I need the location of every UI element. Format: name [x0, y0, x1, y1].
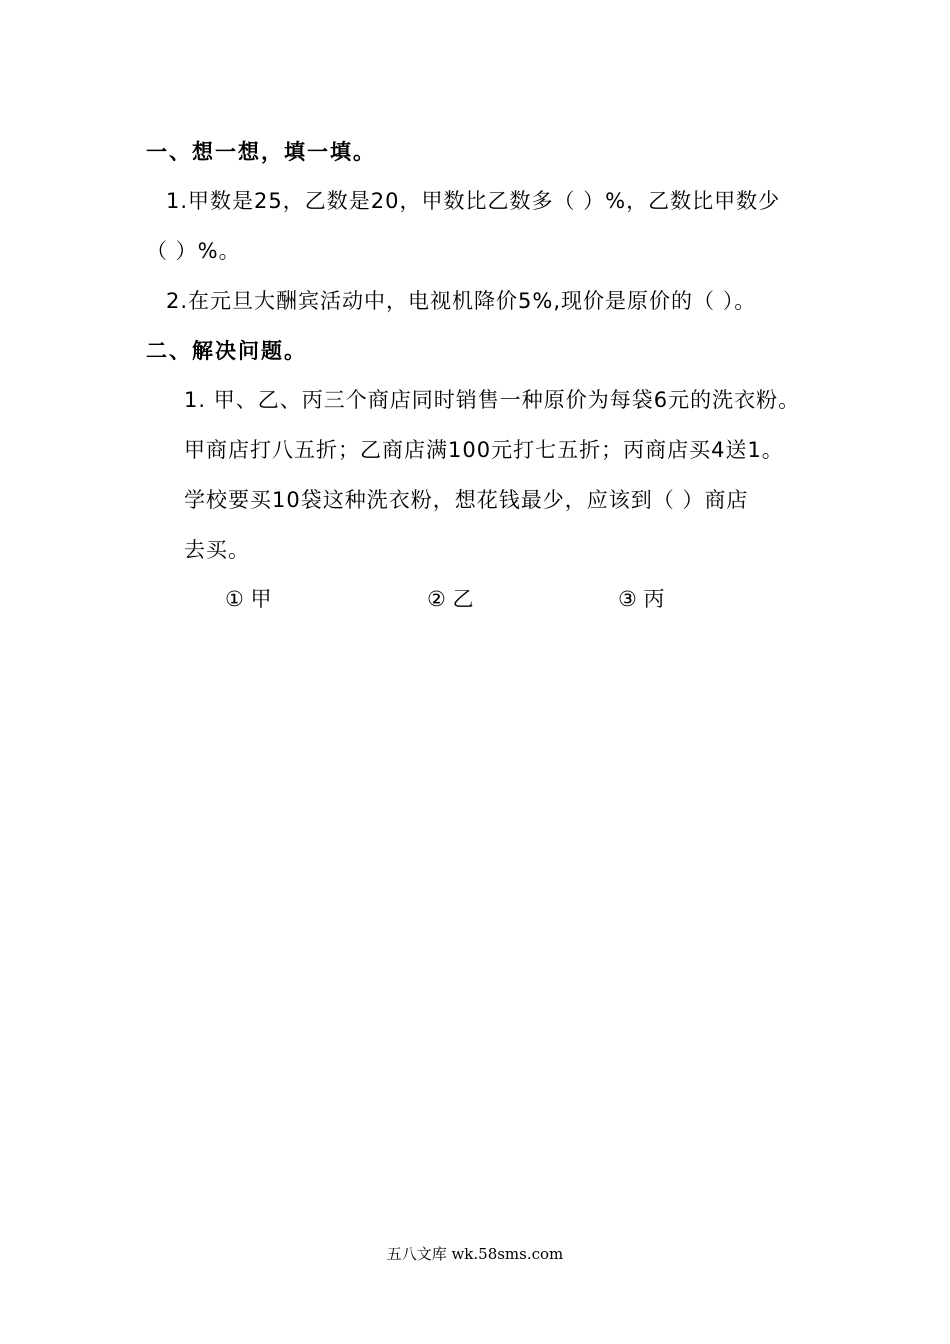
question-2-1-line-1: 1. 甲、乙、丙三个商店同时销售一种原价为每袋6元的洗衣粉。 — [184, 388, 801, 412]
question-2-1-line-4: 去买。 — [184, 538, 250, 562]
section-2-heading: 二、解决问题。 — [146, 339, 307, 363]
section-1-heading: 一、想一想，填一填。 — [146, 140, 376, 164]
option-a: ① 甲 — [225, 587, 272, 611]
question-1-2: 2.在元旦大酬宾活动中，电视机降价5%,现价是原价的（ ）。 — [166, 289, 757, 313]
question-1-1-line-1: 1.甲数是25，乙数是20，甲数比乙数多（ ）%，乙数比甲数少 — [166, 189, 781, 213]
question-1-1-line-2: （ ）%。 — [146, 239, 241, 263]
option-c: ③ 丙 — [618, 587, 665, 611]
footer-watermark: 五八文库 wk.58sms.com — [386, 1245, 564, 1263]
question-2-1-line-3: 学校要买10袋这种洗衣粉，想花钱最少，应该到（ ）商店 — [184, 488, 749, 512]
option-b: ② 乙 — [427, 587, 474, 611]
question-2-1-line-2: 甲商店打八五折；乙商店满100元打七五折；丙商店买4送1。 — [184, 438, 784, 462]
